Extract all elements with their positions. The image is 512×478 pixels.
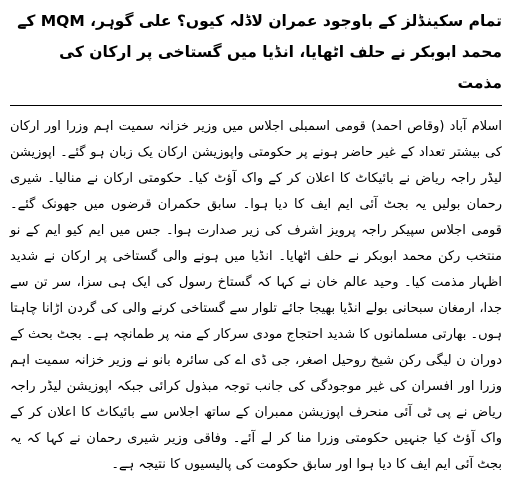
article-body: اسلام آباد (وقاص احمد) قومی اسمبلی اجلاس میں وزیر خزانہ سمیت اہم وزرا اور ارکان کی بیشتر تعداد کے غیر حاضر ہونے پر حکومتی واپوزیشن ارکان یک زبان ہو گئے۔ اپوزیشن لیڈر راجہ ریاض نے بائیکاٹ کا اعلان کر کے واک آؤٹ کیا۔ حکومتی ارکان نے منالیا۔ شیری رحمان بولیں یہ بجٹ آئی ایم ایف کا دیا ہوا۔ سابق حکمران قرضوں میں جھونک گئے۔ قومی اجلاس سپیکر راجہ پرویز اشرف کی زیر صدارت ہوا۔ جس میں ایم کیو ایم کے نو منتخب رکن محمد ابوبکر نے حلف اٹھایا۔ انڈیا میں ہونے والی گستاخی پر ارکان نے شدید اظہار مذمت کیا۔ وحید عالم خان نے کہا کہ گستاخ رسول کی ایک ہی سزا، سر تن سے جدا، ارمغان سبحانی بولے انڈیا بھیجا جائے تلوار سے گستاخی کرنے والی کی گردن اڑانا چاہتا ہوں۔ بھارتی مسلمانوں کا شدید احتجاج مودی سرکار کے منہ پر طمانچہ ہے۔ بجٹ بحث کے دوران ن لیگی رکن شیخ روحیل اصغر، جی ڈی اے کی سائرہ بانو نے وزیر خزانہ سمیت اہم وزرا اور افسران کی غیر موجودگی کی جانب توجہ مبذول کرائی جبکہ اپوزیشن لیڈر راجہ ریاض نے پی ٹی آئی منحرف اپوزیشن ممبران کے ساتھ اجلاس سے بائیکاٹ کا اعلان کر کے واک آؤٹ کیا جنہیں حکومتی وزرا منا کر لے آئے۔ وفاقی وزیر شیری رحمان نے کہا کہ یہ بجٹ آئی ایم ایف کا دیا ہوا اور سابق حکومت کی پالیسیوں کا نتیجہ ہے۔ [10, 119, 502, 472]
headline-divider [10, 105, 502, 106]
article-headline: تمام سکینڈلز کے باوجود عمران لاڈلہ کیوں؟ علی گوہر، MQM کے محمد ابوبکر نے حلف اٹھایا، انڈیا میں گستاخی پر ارکان کی مذمت [17, 12, 502, 92]
